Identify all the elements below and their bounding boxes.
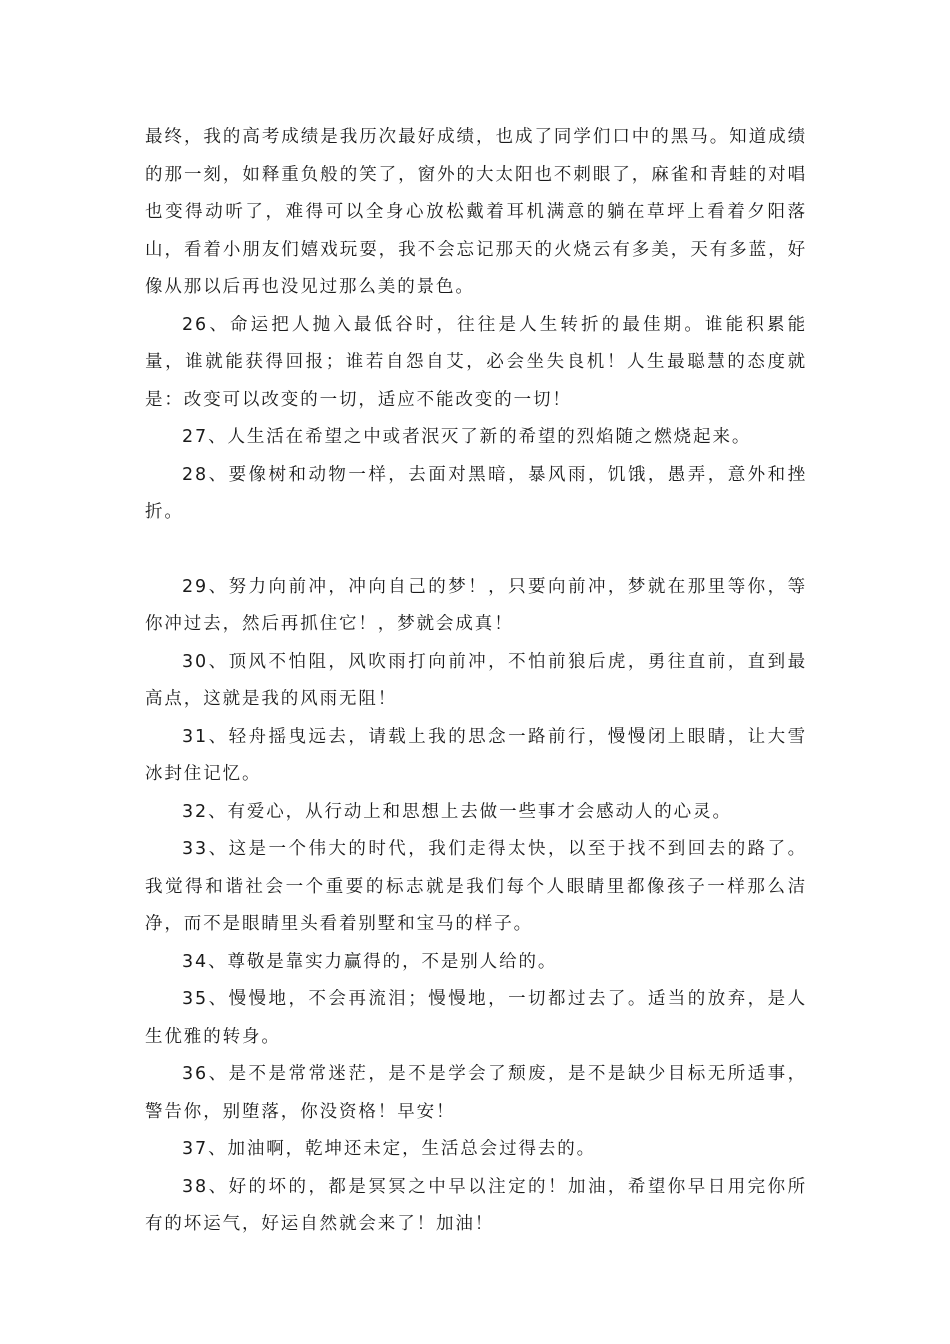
paragraph-32: 32、有爱心，从行动上和思想上去做一些事才会感动人的心灵。: [182, 801, 732, 822]
paragraph-31: 31、轻舟摇曳远去，请载上我的思念一路前行，慢慢闭上眼睛，让大雪冰封住记忆。: [145, 726, 807, 784]
paragraph-33: 33、这是一个伟大的时代，我们走得太快，以至于找不到回去的路了。我觉得和谐社会一个重要的标志就是我们每个人眼睛里都像孩子一样那么洁净，而不是眼睛里头看着别墅和宝马的样子。: [145, 839, 807, 934]
document-body: [145, 119, 807, 1244]
paragraph-36: 36、是不是常常迷茫，是不是学会了颓废，是不是缺少目标无所适事，警告你，别堕落，你没资格！早安！: [145, 1064, 807, 1122]
paragraph-29: 29、努力向前冲，冲向自己的梦！，只要向前冲，梦就在那里等你，等你冲过去，然后再抓住它！，梦就会成真！: [145, 576, 807, 634]
paragraph-37: 37、加油啊，乾坤还未定，生活总会过得去的。: [182, 1139, 597, 1159]
paragraph-38: 38、好的坏的，都是冥冥之中早以注定的！加油，希望你早日用完你所有的坏运气，好运自然就会来了！加油！: [145, 1176, 807, 1234]
paragraph-26: 26、命运把人抛入最低谷时，往往是人生转折的最佳期。谁能积累能量，谁就能获得回报；谁若自怨自艾，必会坐失良机！人生最聪慧的态度就是：改变可以改变的一切，适应不能改变的一切！: [145, 314, 807, 410]
paragraph-35: 35、慢慢地，不会再流泪；慢慢地，一切都过去了。适当的放弃，是人生优雅的转身。: [145, 989, 807, 1047]
paragraph-34: 34、尊敬是靠实力赢得的，不是别人给的。: [182, 951, 558, 972]
paragraph-30: 30、顶风不怕阻，风吹雨打向前冲，不怕前狼后虎，勇往直前，直到最高点，这就是我的风雨无阻！: [145, 651, 807, 709]
paragraph-gap: [145, 532, 807, 569]
paragraph-continuation: 最终，我的高考成绩是我历次最好成绩，也成了同学们口中的黑马。知道成绩的那一刻，如释重负般的笑了，窗外的大太阳也不刺眼了，麻雀和青蛙的对唱也变得动听了，难得可以全身心放松戴着耳机满意的躺在草坪上看着夕阳落山，看着小朋友们嬉戏玩耍，我不会忘记那天的火烧云有多美，天有多蓝，好像从那以后再也没见过那么美的景色。: [145, 127, 807, 297]
paragraph-27: 27、人生活在希望之中或者泯灭了新的希望的烈焰随之燃烧起来。: [182, 427, 752, 447]
paragraph-28: 28、要像树和动物一样，去面对黑暗，暴风雨，饥饿，愚弄，意外和挫折。: [145, 464, 807, 522]
